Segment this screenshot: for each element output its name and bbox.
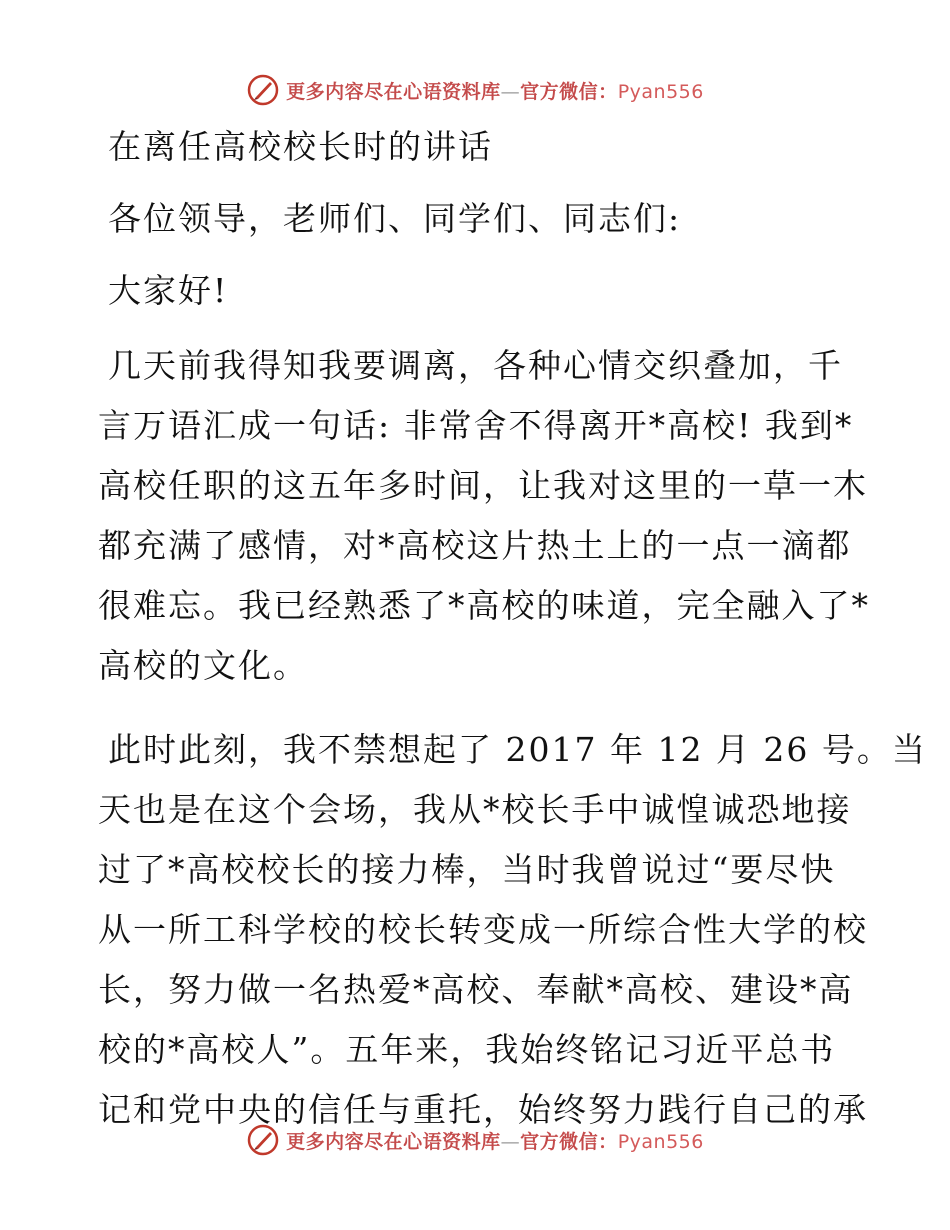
salutation: 各位领导，老师们、同学们、同志们: [108,199,682,238]
paragraph-line: 长，努力做一名热爱*高校、奉献*高校、建设*高 [98,970,854,1009]
watermark-text: 更多内容尽在心语资料库—官方微信：Pyan556 [286,1130,704,1153]
paragraph-line: 过了*高校校长的接力棒，当时我曾说过“要尽快 [98,850,836,889]
paragraph-1 [98,336,870,696]
header-watermark [0,70,950,110]
paragraph-line: 高校的文化。 [98,646,308,685]
paragraph-line: 天也是在这个会场，我从*校长手中诚惶诚恐地接 [98,790,852,829]
paragraph-line: 都充满了感情，对*高校这片热土上的一点一滴都 [98,526,852,565]
document-title: 在离任高校校长时的讲话 [108,127,493,166]
paragraph-2 [98,720,927,1140]
watermark-text: 更多内容尽在心语资料库—官方微信：Pyan556 [286,80,704,103]
paragraph-line: 校的*高校人”。五年来，我始终铭记习近平总书 [98,1030,836,1069]
paragraph-line: 言万语汇成一句话: 非常舍不得离开*高校! 我到* [98,406,854,445]
paragraph-line: 很难忘。我已经熟悉了*高校的味道，完全融入了* [98,586,870,625]
paragraph-line: 高校任职的这五年多时间，让我对这里的一草一木 [98,466,868,505]
quill-logo-icon [246,73,280,107]
footer-watermark [0,1120,950,1160]
paragraph-line: 从一所工科学校的校长转变成一所综合性大学的校 [98,910,868,949]
paragraph-line: 几天前我得知我要调离，各种心情交织叠加，千 [108,346,843,385]
paragraph-line: 记和党中央的信任与重托，始终努力践行自己的承 [98,1090,868,1129]
greeting: 大家好! [108,271,229,310]
document-body [98,120,927,1164]
paragraph-line: 此时此刻，我不禁想起了 2017 年 12 月 26 号。当 [108,730,927,769]
quill-logo-icon [246,1123,280,1157]
